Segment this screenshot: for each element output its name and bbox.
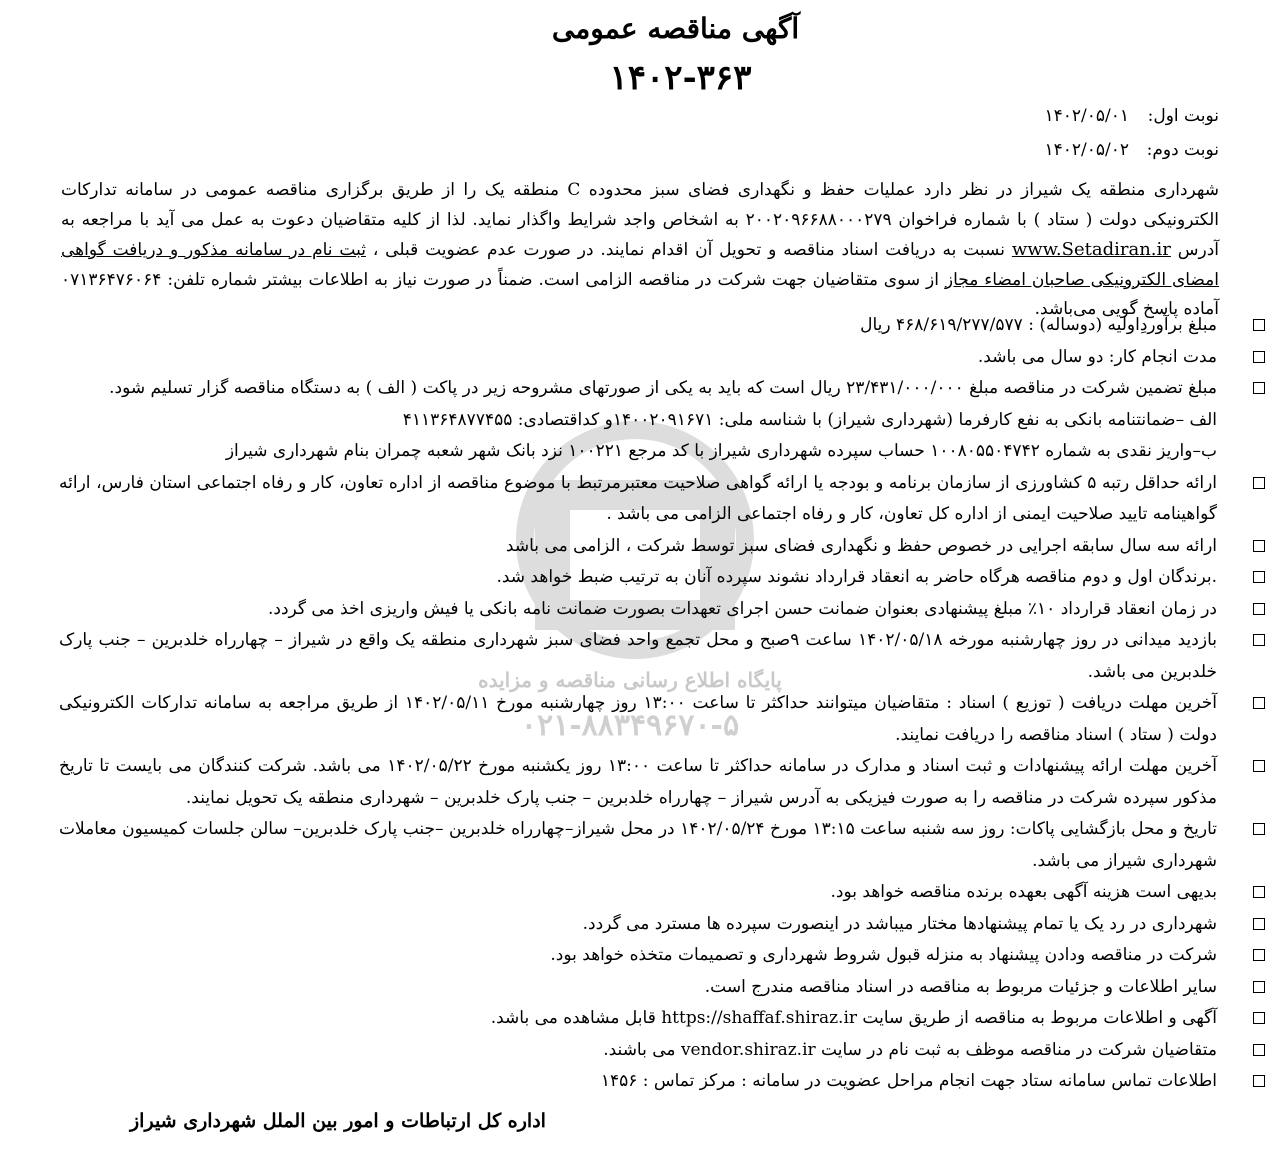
list-item [59,1066,1219,1098]
list-item-text: در زمان انعقاد قرارداد ۱۰٪ مبلغ پیشنهادی بعنوان ضمانت حسن اجرای تعهدات بصورت ضمانت نامه بانکی یا فیش واریزی اخذ می گردد. [267,598,1217,619]
list-item-text: ب–واریز نقدی به شماره ۱۰۰۸۰۵۵۰۴۷۴۲ حساب سپرده شهرداری شیراز با کد مرجع ۱۰۰۲۲۱ نزد بانک شهر شعبه چمران بنام شهرداری شیراز [225,441,1217,461]
first-notice [1044,106,1219,126]
list-item [59,342,1219,374]
list-item-text: بازدید میدانی در روز چهارشنبه مورخه ۱۴۰۲/۰۵/۱۸ ساعت ۹صبح و محل تجمع واحد فضای سبز شهرداری منطقه یک واقع در شیراز – چهارراه خلدبرین – جنب پارک خلدبرین می باشد. [59,630,1217,682]
intro-underlined: ثبت نام در سامانه مذکور و دریافت گواهی امضای الکترونیکی صاحبان امضاء مجاز [61,240,1220,290]
watermark-caption: پایگاه اطلاع رسانی مناقصه و مزایده [478,668,782,692]
watermark-phone: ۰۲۱-۸۸۳۴۹۶۷۰-۵ [520,708,740,743]
list-item [59,972,1219,1004]
checkbox-bullet-icon [1253,697,1265,709]
list-item-text: مدت انجام کار: دو سال می باشد. [977,346,1217,367]
checkbox-bullet-icon [1253,351,1265,363]
list-item-text: اطلاعات تماس سامانه ستاد جهت انجام مراحل عضویت در سامانه : مرکز تماس : ۱۴۵۶ [600,1071,1217,1091]
list-item-text: آخرین مهلت ارائه پیشنهادات و ثبت اسناد و مدارک در سامانه حداکثر تا ساعت ۱۳:۰۰ روز یکشنبه مورخ ۱۴۰۲/۰۵/۲۲ می باشد. شرکت کنندگان می بایست تا تاریخ مذکور سپرده شرکت در مناقصه را به صورت فیزیکی به آدرس شیراز – چهارراه خلدبرین – جنب پارک خلدبرین – شهرداری منطقه یک تحویل نمایند. [59,756,1217,808]
list-item-text: تاریخ و محل بازگشایی پاکات: روز سه شنبه ساعت ۱۳:۱۵ مورخ ۱۴۰۲/۰۵/۲۴ در محل شیراز–چهارراه خلدبرین –جنب پارک خلدبرین– سالن جلسات کمیسیون معاملات شهرداری شیراز می باشد. [59,819,1217,871]
checkbox-bullet-icon [1253,886,1265,898]
list-item [59,405,1219,437]
list-item-text: .برندگان اول و دوم مناقصه هرگاه حاضر به انعقاد قرارداد نشوند سپرده آنان به ترتیب ضبط خواهد شد. [496,567,1217,587]
list-item-text: ارائه حداقل رتبه ۵ کشاورزی از سازمان برنامه و بودجه یا ارائه گواهی صلاحیت معتبرمرتبط با موضوع مناقصه از اداره تعاون، کار و رفاه اجتماعی استان فارس، ارائه گواهینامه تایید صلاحیت ایمنی از اداره کل تعاون، کار و رفاه اجتماعی الزامی می باشد . [59,472,1218,524]
second-notice [1044,140,1219,160]
intro-part-2: نسبت به دریافت اسناد مناقصه و تحویل آن اقدام نمایند. در صورت عدم عضویت قبلی ، [372,240,1005,260]
list-item [59,625,1219,688]
tender-number: ۱۴۰۲-۳۶۳ [609,58,752,98]
checkbox-bullet-icon [1253,1075,1265,1087]
list-item [59,909,1219,941]
list-item [59,310,1219,342]
intro-part-3: از سوی متقاضیان جهت شرکت در مناقصه الزامی است. ضمناً در صورت نیاز به اطلاعات بیشتر شماره تلفن: ۰۷۱۳۶۴۷۶۰۶۴ آماده پاسخ گویی می‌باشد. [61,269,1219,319]
checkbox-bullet-icon [1253,634,1265,646]
checkbox-bullet-icon [1253,477,1265,489]
website-link[interactable]: www.Setadiran.ir [1011,239,1171,260]
first-notice-date: ۱۴۰۲/۰۵/۰۱ [1044,106,1129,126]
intro-part-1: شهرداری منطقه یک شیراز در نظر دارد عملیات حفظ و نگهداری فضای سبز محدوده C منطقه یک را از طریق برگزاری مناقصه عمومی در سامانه تدارکات الکترونیکی دولت ( ستاد ) با شماره فراخوان ۲۰۰۲۰۹۶۶۸۸۰۰۰۲۷۹ به اشخاص واجد شرایط واگذار نماید. لذا از کلیه متقاضیان دعوت به عمل می آید با مراجعه به آدرس [61,180,1220,260]
list-item [59,940,1219,972]
list-item [59,1035,1219,1067]
checkbox-bullet-icon [1253,760,1265,772]
list-item-text: مبلغ تضمین شرکت در مناقصه مبلغ ۲۳/۴۳۱/۰۰۰/۰۰۰ ریال است که باید به یکی از صورتهای مشروحه زیر در پاکت ( الف ) به دستگاه مناقصه گزار تسلیم شود. [109,378,1217,398]
list-item [59,468,1219,531]
footer-signature: اداره کل ارتباطات و امور بین الملل شهرداری شیراز [130,1110,546,1132]
list-item [59,562,1219,594]
checkbox-bullet-icon [1253,1044,1265,1056]
checkbox-bullet-icon [1253,823,1265,835]
checkbox-bullet-icon [1253,319,1265,331]
list-item-text: متقاضیان شرکت در مناقصه موظف به ثبت نام در سایت vendor.shiraz.ir می باشند. [603,1039,1217,1060]
list-item-text: سایر اطلاعات و جزئیات مربوط به مناقصه در اسناد مناقصه مندرج است. [704,976,1217,997]
list-item-text: بدیهی است هزینه آگهی بعهده برنده مناقصه خواهد بود. [830,882,1217,902]
list-item-text: الف –ضمانتنامه بانکی به نفع کارفرما (شهرداری شیراز) با شناسه ملی: ۱۴۰۰۲۰۹۱۶۷۱و کداقتصادی: ۴۱۱۳۶۴۸۷۷۴۵۵ [402,409,1217,430]
page-title: آگهی مناقصه عمومی [551,12,800,45]
list-item [59,877,1219,909]
list-item-text: آخرین مهلت دریافت ( توزیع ) اسناد : متقاضیان میتوانند حداکثر تا ساعت ۱۳:۰۰ روز چهارشنبه مورخ ۱۴۰۲/۰۵/۱۱ از طریق مراجعه به سامانه تدارکات الکترونیکی دولت ( ستاد ) اسناد مناقصه را دریافت نمایند. [59,693,1217,745]
list-item-text: شرکت در مناقصه ودادن پیشنهاد به منزله قبول شروط شهرداری و تصمیمات متخذه خواهد بود. [550,945,1217,965]
list-item [59,688,1219,751]
list-item-text: ارائه سه سال سابقه اجرایی در خصوص حفظ و نگهداری فضای سبز توسط شرکت ، الزامی می باشد [505,535,1217,556]
conditions-list [59,310,1219,1098]
list-item [59,594,1219,626]
list-item [59,531,1219,563]
list-item-text: مبلغ برآوردِاولیه (دوساله) : ۴۶۸/۶۱۹/۲۷۷/۵۷۷ ریال [860,315,1217,335]
list-item-text: آگهی و اطلاعات مربوط به مناقصه از طریق سایت https://shaffaf.shiraz.ir قابل مشاهده می باشد. [490,1008,1217,1028]
intro-paragraph [61,176,1219,325]
list-item [59,814,1219,877]
list-item [59,751,1219,814]
checkbox-bullet-icon [1253,603,1265,615]
list-item-text: شهرداری در رد یک یا تمام پیشنهادها مختار میباشد در اینصورت سپرده ها مسترد می گردد. [582,913,1217,934]
list-item [59,373,1219,405]
checkbox-bullet-icon [1253,540,1265,552]
checkbox-bullet-icon [1253,1012,1265,1024]
checkbox-bullet-icon [1253,918,1265,930]
list-item [59,1003,1219,1035]
first-notice-label: نوبت اول: [1147,106,1219,126]
second-notice-date: ۱۴۰۲/۰۵/۰۲ [1044,140,1129,160]
second-notice-label: نوبت دوم: [1146,140,1219,160]
checkbox-bullet-icon [1253,571,1265,583]
checkbox-bullet-icon [1253,981,1265,993]
checkbox-bullet-icon [1253,949,1265,961]
list-item [59,436,1219,468]
checkbox-bullet-icon [1253,382,1265,394]
